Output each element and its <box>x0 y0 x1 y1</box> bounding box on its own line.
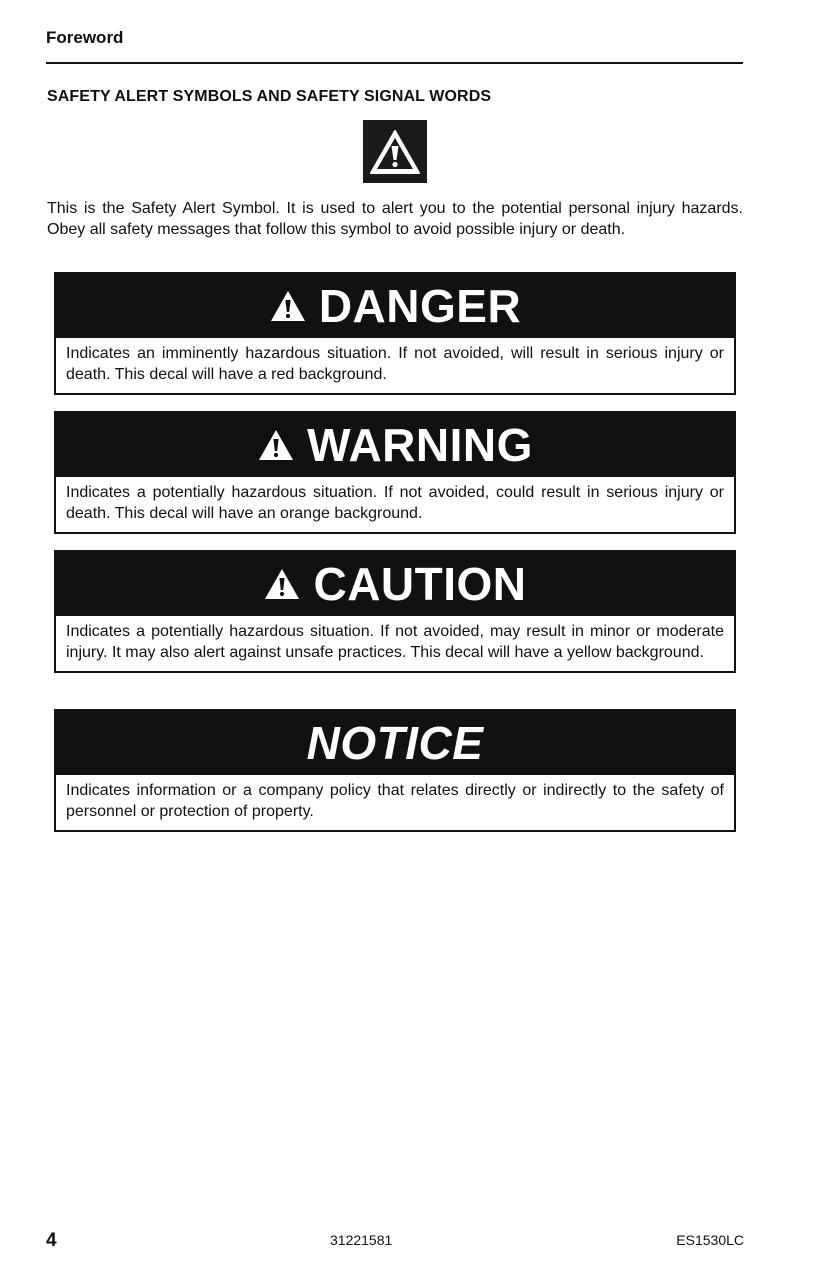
danger-decal <box>54 272 736 395</box>
caution-decal-header <box>56 552 734 616</box>
warning-description: Indicates a potentially hazardous situation. If not avoided, could result in serious injury or death. This decal will have an orange background. <box>66 484 724 522</box>
warning-triangle-icon <box>263 567 301 601</box>
caution-decal <box>54 550 736 673</box>
notice-decal <box>54 709 736 832</box>
page-header-section: Foreword <box>46 28 124 47</box>
model-number: ES1530LC <box>676 1232 744 1248</box>
caution-description: Indicates a potentially hazardous situation. If not avoided, may result in minor or moderate injury. It may also alert against unsafe practices. This decal will have a yellow background. <box>66 623 724 661</box>
warning-triangle-icon <box>257 428 295 462</box>
danger-description: Indicates an imminently hazardous situation. If not avoided, will result in serious injury or death. This decal will have a red background. <box>66 345 724 383</box>
warning-decal-header <box>56 413 734 477</box>
caution-signal-word: CAUTION <box>313 558 527 610</box>
document-number: 31221581 <box>330 1232 393 1248</box>
notice-signal-word: NOTICE <box>306 717 484 769</box>
notice-decal-header <box>56 711 734 775</box>
header-divider <box>46 62 743 64</box>
section-title: SAFETY ALERT SYMBOLS AND SAFETY SIGNAL WORDS <box>47 88 492 105</box>
warning-triangle-icon <box>269 289 307 323</box>
danger-signal-word: DANGER <box>318 280 522 332</box>
warning-decal <box>54 411 736 534</box>
warning-signal-word: WARNING <box>307 419 533 471</box>
notice-description: Indicates information or a company policy that relates directly or indirectly to the safety of personnel or protection of property. <box>66 782 724 820</box>
intro-paragraph: This is the Safety Alert Symbol. It is used to alert you to the potential personal injury hazards. Obey all safety messages that follow this symbol to avoid possible injury or death. <box>47 200 743 238</box>
danger-decal-header <box>56 274 734 338</box>
page-number: 4 <box>46 1230 57 1251</box>
safety-alert-symbol-icon <box>363 120 427 183</box>
